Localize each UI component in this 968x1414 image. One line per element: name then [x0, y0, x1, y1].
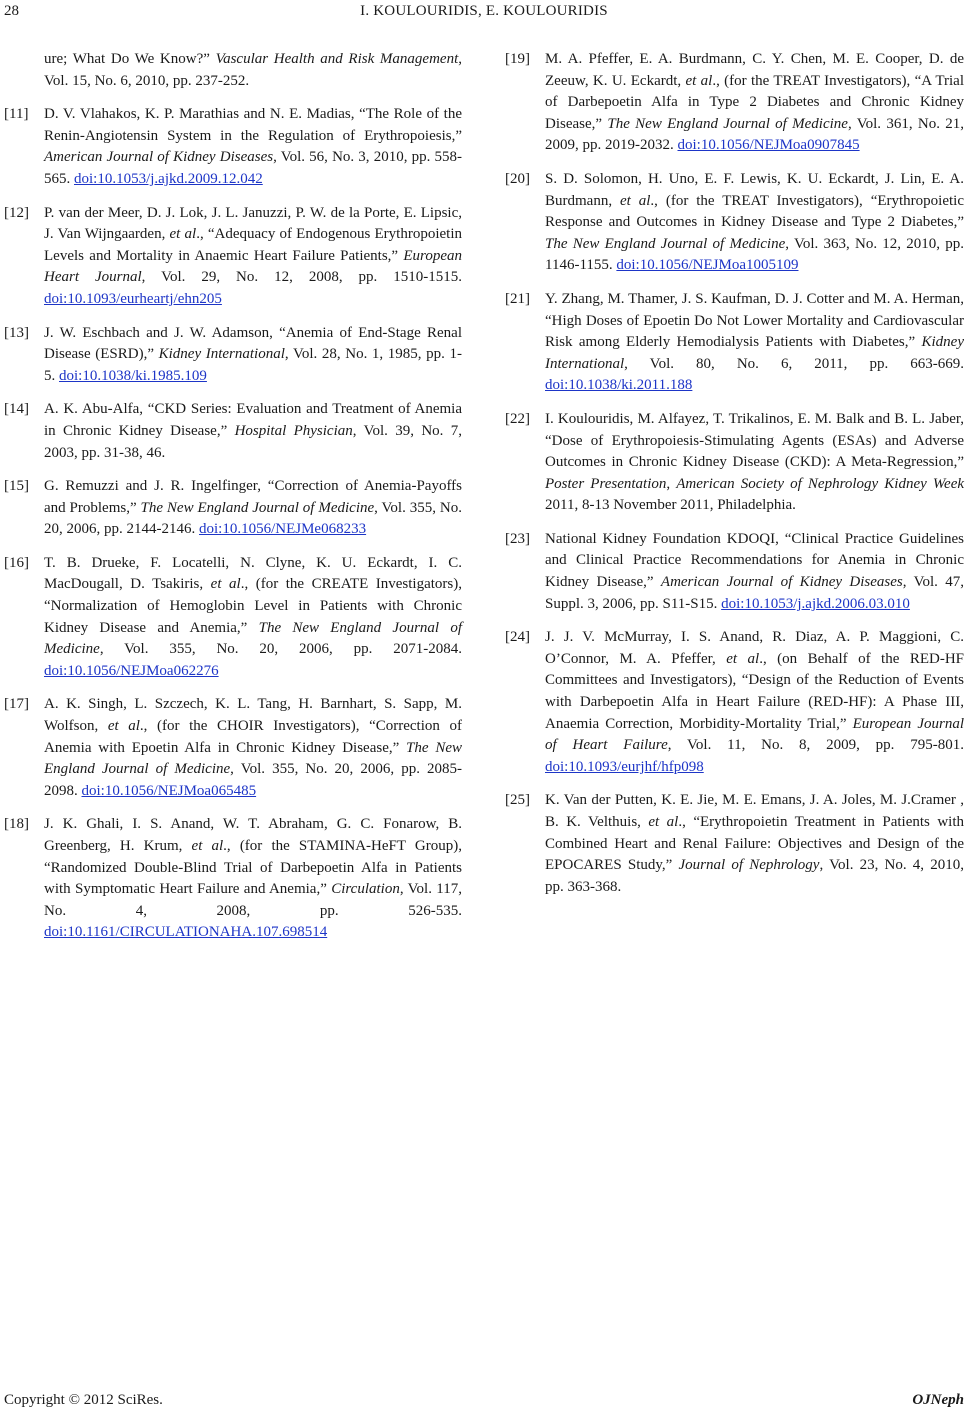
reference-number: [13]: [4, 324, 29, 341]
reference-number: [24]: [505, 629, 530, 646]
citation-text: I. Koulouridis, M. Alfayez, T. Trikalinos, E. M. Balk and B. L. Jaber, “Dose of Erythropoiesis-Stimulating Agents (ESAs) and Adverse Outcomes in Chronic Kidney Disease (CKD): A Meta-Regression,”: [545, 410, 964, 471]
doi-link[interactable]: doi:10.1038/ki.1985.109: [59, 367, 207, 384]
italic-title: et al: [191, 838, 224, 854]
italic-title: et al: [726, 650, 760, 667]
italic-title: et al: [648, 814, 679, 830]
doi-link[interactable]: doi:10.1093/eurheartj/ehn205: [44, 290, 222, 307]
doi-link[interactable]: doi:10.1093/eurjhf/hfp098: [545, 758, 704, 775]
citation-text: K. Van der Putten, K. E. Jie, M. E. Emans, J. A. Joles, M. J.Cramer , B. K. Velthuis,: [545, 792, 964, 830]
reference-entry: [505, 49, 964, 157]
reference-number: [17]: [4, 696, 29, 713]
citation-text: ., (on Behalf of the RED-HF Committees and Investigators), “Design of the Reduction of Events with Darbepoetin Alfa in Heart Failure (RED-HF): A Phase III, Anaemia Correction, Morbidity-Mortality Trial,”: [545, 650, 964, 732]
italic-title: The New England Journal of Medicine: [140, 499, 375, 516]
reference-number: [23]: [505, 530, 530, 547]
reference-number: [16]: [4, 554, 29, 571]
doi-link[interactable]: doi:10.1056/NEJMoa062276: [44, 662, 219, 679]
reference-text: [545, 289, 964, 397]
reference-text: [545, 169, 964, 277]
reference-number: [21]: [505, 290, 530, 307]
citation-text: Y. Zhang, M. Thamer, J. S. Kaufman, D. J. Cotter and M. A. Herman, “High Doses of Epoetin Do Not Lower Mortality and Cardiovascular Risk among Elderly Hemodialysis Patients with Diabetes,”: [545, 290, 964, 351]
citation-text: , Vol. 355, No. 20, 2006, pp. 2071-2084.: [99, 641, 462, 658]
reference-number: [12]: [4, 204, 29, 221]
reference-number: [11]: [4, 106, 29, 123]
reference-entry: [4, 814, 462, 944]
left-reference-column: [4, 49, 462, 956]
citation-text: M. A. Pfeffer, E. A. Burdmann, C. Y. Chen, M. E. Cooper, D. de Zeeuw, K. U. Eckardt,: [545, 51, 964, 89]
italic-title: The New England Journal of Medicine: [607, 115, 848, 132]
citation-text: ure; What Do We Know?”: [44, 51, 216, 67]
italic-title: Kidney International: [158, 346, 285, 363]
reference-entry: [4, 553, 462, 683]
italic-title: European Heart Journal: [44, 247, 462, 286]
reference-entry: [505, 627, 964, 778]
reference-entry: [505, 409, 964, 517]
reference-text: [545, 49, 964, 157]
citation-text: ., (for the CHOIR Investigators), “Correction of Anemia with Epoetin Alfa in Chronic Kidney Disease,”: [44, 718, 462, 756]
reference-text: [545, 529, 964, 615]
reference-entry: [4, 694, 462, 802]
citation-text: , Vol. 47, Suppl. 3, 2006, pp. S11-S15.: [545, 574, 964, 612]
reference-number: [15]: [4, 478, 29, 495]
italic-title: American Journal of Kidney Diseases: [660, 574, 903, 591]
citation-text: 2011, 8-13 November 2011, Philadelphia.: [545, 497, 796, 514]
citation-text: National Kidney Foundation KDOQI, “Clinical Practice Guidelines and Clinical Practice Recommendations for Anemia in Chronic Kidney Disease,”: [545, 530, 964, 591]
doi-link[interactable]: doi:10.1053/j.ajkd.2009.12.042: [74, 170, 263, 187]
citation-text: , Vol. 355, No. 20, 2006, pp. 2144-2146.: [44, 499, 462, 538]
reference-number: [25]: [505, 792, 530, 809]
citation-text: ., “Erythropoietin Treatment in Patients with Combined Heart and Renal Failure: Objectives and Design of the EPOCARES Study,”: [545, 814, 965, 874]
italic-title: The New England Journal of Medicine: [545, 235, 786, 252]
reference-text: [44, 476, 462, 541]
reference-text: [545, 627, 964, 778]
reference-entry: [4, 323, 462, 388]
italic-title: Circulation: [331, 881, 400, 898]
citation-text: , Vol. 117, No. 4, 2008, pp. 526-535.: [44, 881, 462, 919]
reference-text: [44, 49, 462, 92]
reference-text: [44, 203, 462, 311]
citation-text: , Vol. 39, No. 7, 2003, pp. 31-38, 46.: [44, 422, 462, 461]
italic-title: European Journal of Heart Failure: [545, 715, 964, 754]
reference-text: [44, 694, 462, 802]
reference-entry: [4, 203, 462, 311]
reference-text: [44, 553, 462, 683]
citation-text: , Vol. 56, No. 3, 2010, pp. 558-565.: [44, 149, 463, 187]
citation-text: , Vol. 80, No. 6, 2011, pp. 663-669.: [624, 355, 964, 372]
doi-link[interactable]: doi:10.1056/NEJMe068233: [199, 521, 367, 538]
citation-text: ., (for the CREATE Investigators), “Normalization of Hemoglobin Level in Patients with Chronic Kidney Disease and Anemia,”: [44, 576, 462, 636]
italic-title: Vascular Health and Risk Management: [215, 51, 459, 67]
citation-text: T. B. Drueke, F. Locatelli, N. Clyne, K. U. Eckardt, I. C. MacDougall, D. Tsakiris,: [44, 554, 462, 593]
italic-title: et al: [107, 718, 140, 735]
reference-number: [18]: [4, 816, 29, 833]
reference-text: [44, 104, 462, 190]
citation-text: ., (for the STAMINA-HeFT Group), “Randomized Double-Blind Trial of Darbepoetin Alfa in Patients with Symptomatic Heart Failure and Anemia,”: [44, 838, 462, 898]
doi-link[interactable]: doi:10.1038/ki.2011.188: [545, 377, 693, 394]
citation-text: ., “Adequacy of Endogenous Erythropoietin Levels and Mortality in Anaemic Heart Failure Patients,”: [44, 226, 462, 264]
citation-text: J. J. V. McMurray, I. S. Anand, R. Diaz, A. P. Maggioni, C. O’Connor, M. A. Pfeffer,: [545, 629, 964, 667]
italic-title: Kidney International: [545, 334, 964, 372]
italic-title: American Journal of Kidney Diseases: [44, 149, 274, 166]
copyright-notice: Copyright © 2012 SciRes.: [4, 1392, 163, 1408]
reference-number: [14]: [4, 401, 29, 418]
italic-title: American Society of Nephrology Kidney Week: [676, 475, 965, 492]
italic-title: Hospital Physician: [234, 422, 353, 439]
page-header: [0, 0, 968, 26]
reference-entry: [505, 529, 964, 615]
reference-entry: [505, 790, 964, 898]
italic-title: Poster Presentation: [545, 475, 667, 492]
reference-number: [22]: [505, 410, 530, 427]
doi-link[interactable]: doi:10.1056/NEJMoa1005109: [616, 257, 799, 274]
citation-text: J. K. Ghali, I. S. Anand, W. T. Abraham, G. C. Fonarow, B. Greenberg, H. Krum,: [44, 816, 462, 854]
reference-entry: [4, 476, 462, 541]
citation-text: P. van der Meer, D. J. Lok, J. L. Januzzi, P. W. de la Porte, E. Lipsic, J. Van Wijngaarden,: [44, 204, 462, 243]
citation-text: , Vol. 355, No. 20, 2006, pp. 2085-2098.: [44, 761, 463, 799]
reference-entry: [4, 399, 462, 464]
reference-number: [20]: [505, 170, 530, 187]
citation-text: , Vol. 361, No. 21, 2009, pp. 2019-2032.: [545, 115, 964, 154]
page-number: 28: [4, 3, 19, 19]
citation-text: , Vol. 15, No. 6, 2010, pp. 237-252.: [44, 51, 462, 89]
citation-text: , Vol. 11, No. 8, 2009, pp. 795-801.: [667, 737, 964, 754]
right-reference-column: [505, 49, 964, 910]
reference-text: [44, 399, 462, 464]
italic-title: et al: [169, 226, 197, 243]
doi-link[interactable]: doi:10.1056/NEJMoa065485: [81, 782, 257, 799]
doi-link[interactable]: doi:10.1161/CIRCULATIONAHA.107.698514: [44, 924, 328, 941]
reference-entry: [4, 104, 462, 190]
reference-text: [545, 409, 964, 517]
citation-text: A. K. Abu-Alfa, “CKD Series: Evaluation and Treatment of Anemia in Chronic Kidney Disease,”: [44, 401, 462, 439]
reference-continuation: [4, 49, 462, 92]
italic-title: et al: [685, 72, 713, 89]
doi-link[interactable]: doi:10.1053/j.ajkd.2006.03.010: [721, 595, 910, 612]
citation-text: ., (for the TREAT Investigators), “A Trial of Darbepoetin Alfa in Type 2 Diabetes and Chronic Kidney Disease,”: [545, 72, 964, 132]
citation-text: , Vol. 23, No. 4, 2010, pp. 363-368.: [545, 857, 964, 895]
citation-text: , Vol. 363, No. 12, 2010, pp. 1146-1155.: [545, 235, 964, 274]
italic-title: et al: [210, 576, 241, 593]
reference-text: [545, 790, 964, 898]
italic-title: Journal of Nephrology: [678, 857, 820, 874]
reference-entry: [505, 289, 964, 397]
citation-text: ., (for the TREAT Investigators), “Erythropoietic Response and Outcomes in Kidney Disease and Type 2 Diabetes,”: [545, 192, 964, 231]
citation-text: , Vol. 29, No. 12, 2008, pp. 1510-1515.: [141, 269, 462, 286]
italic-title: The New England Journal of Medicine: [44, 739, 462, 778]
italic-title: The New England Journal of Medicine: [44, 619, 463, 658]
citation-text: G. Remuzzi and J. R. Ingelfinger, “Correction of Anemia-Payoffs and Problems,”: [44, 478, 462, 516]
reference-number: [19]: [505, 51, 530, 67]
citation-text: ,: [666, 475, 677, 492]
italic-title: et al: [620, 192, 651, 209]
citation-text: A. K. Singh, L. Szczech, K. L. Tang, H. Barnhart, S. Sapp, M. Wolfson,: [44, 696, 462, 735]
doi-link[interactable]: doi:10.1056/NEJMoa0907845: [677, 137, 860, 154]
citation-text: , Vol. 28, No. 1, 1985, pp. 1-5.: [44, 346, 463, 384]
reference-entry: [505, 169, 964, 277]
citation-text: S. D. Solomon, H. Uno, E. F. Lewis, K. U. Eckardt, J. Lin, E. A. Burdmann,: [545, 170, 964, 209]
reference-text: [44, 814, 462, 944]
citation-text: J. W. Eschbach and J. W. Adamson, “Anemia of End-Stage Renal Disease (ESRD),”: [44, 324, 462, 363]
citation-text: D. V. Vlahakos, K. P. Marathias and N. E. Madias, “The Role of the Renin-Angiotensin System in the Regulation of Erythropoiesis,”: [44, 106, 462, 144]
running-title: I. KOULOURIDIS, E. KOULOURIDIS: [360, 3, 608, 19]
reference-text: [44, 323, 462, 388]
journal-abbreviation: OJNeph: [912, 1392, 964, 1408]
